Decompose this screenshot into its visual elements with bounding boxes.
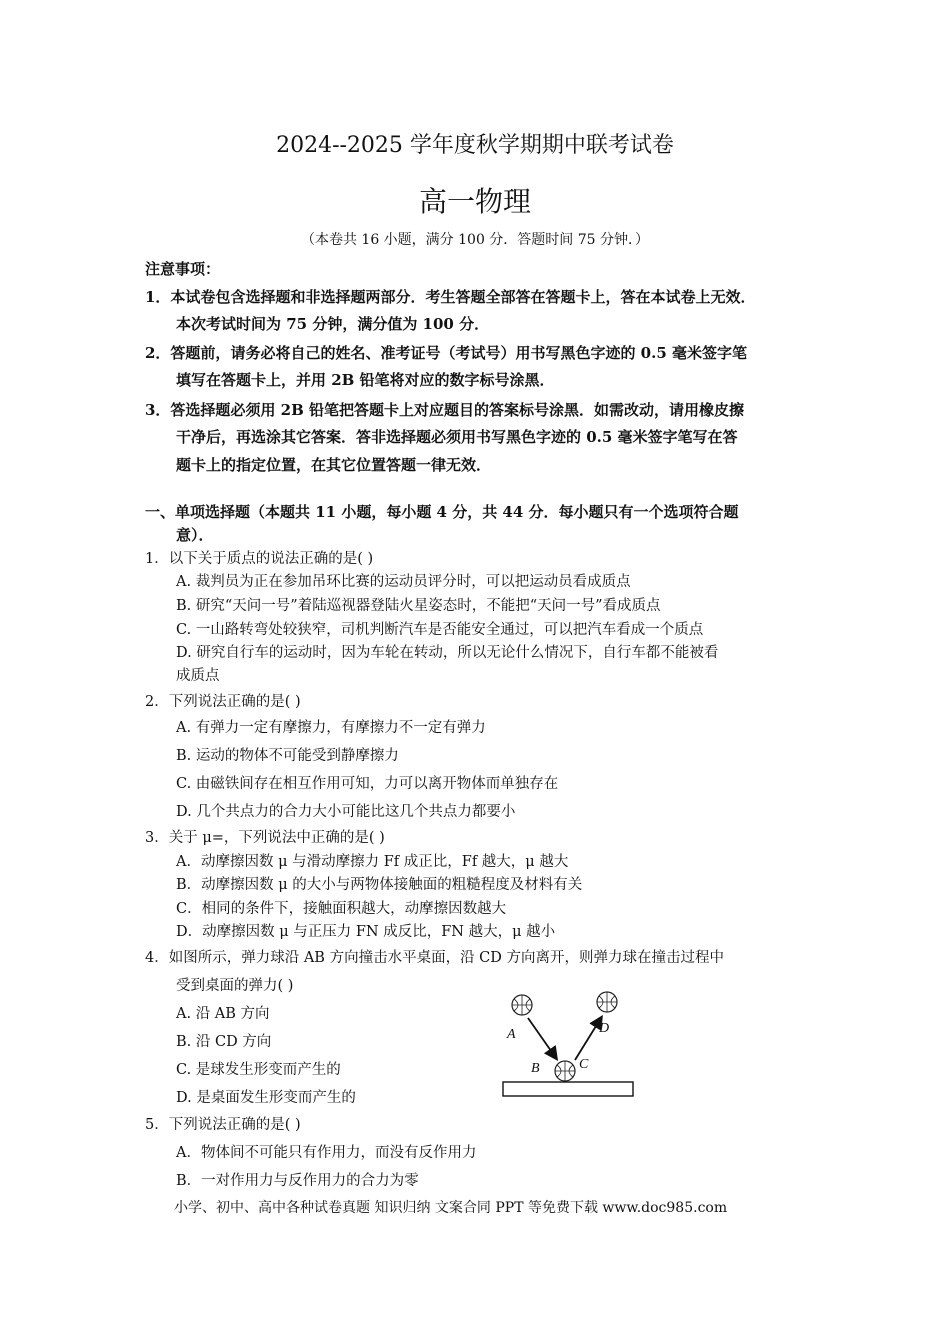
bouncing-ball-figure: [495, 988, 640, 1100]
label-d: D: [599, 1021, 610, 1036]
question-3-option-c: C．相同的条件下，接触面积越大，动摩擦因数越大: [176, 901, 507, 917]
question-1-option-c: C. 一山路转弯处较狭窄，司机判断汽车是否能安全通过，可以把汽车看成一个质点: [176, 622, 704, 638]
question-2-stem: 2．下列说法正确的是( ): [145, 694, 301, 710]
question-3-option-d: D．动摩擦因数 μ 与正压力 FN 成反比，FN 越大，μ 越小: [176, 924, 556, 940]
label-a: A: [507, 1027, 516, 1042]
label-b: B: [531, 1061, 540, 1076]
table-surface: [503, 1082, 633, 1096]
question-4-stem-line-1: 4．如图所示，弹力球沿 AB 方向撞击水平桌面，沿 CD 方向离开，则弹力球在撞击过程中: [145, 950, 725, 966]
question-1-option-d-line-2: 成质点: [176, 668, 220, 684]
notice-item-3-line-2: 干净后，再选涂其它答案．答非选择题必须用书写黑色字迹的 0.5 毫米签字笔写在答: [176, 428, 738, 446]
question-2-option-a: A. 有弹力一定有摩擦力，有摩擦力不一定有弹力: [176, 720, 486, 736]
question-1-option-a: A. 裁判员为正在参加吊环比赛的运动员评分时，可以把运动员看成质点: [176, 574, 631, 590]
arrow-ab: [528, 1018, 556, 1058]
notice-item-2-line-2: 填写在答题卡上，并用 2B 铅笔将对应的数字标号涂黑．: [176, 371, 555, 389]
section-1-heading-line-2: 意）．: [176, 526, 214, 544]
notice-heading: 注意事项：: [145, 260, 221, 278]
question-5-option-b: B．一对作用力与反作用力的合力为零: [176, 1173, 419, 1189]
question-4-stem-line-2: 受到桌面的弹力( ): [176, 978, 294, 994]
section-1-heading-line-1: 一、单项选择题（本题共 11 小题，每小题 4 分，共 44 分．每小题只有一个选项符合题: [145, 503, 739, 521]
notice-item-1-line-2: 本次考试时间为 75 分钟，满分值为 100 分．: [176, 315, 490, 333]
question-3-stem: 3．关于 μ=，下列说法中正确的是( ): [145, 830, 385, 846]
exam-title: 2024--2025 学年度秋学期期中联考试卷: [276, 133, 674, 158]
question-4-option-a: A. 沿 AB 方向: [176, 1006, 270, 1022]
question-4-option-b: B. 沿 CD 方向: [176, 1034, 272, 1050]
arrow-cd: [575, 1018, 601, 1060]
question-4-option-c: C. 是球发生形变而产生的: [176, 1062, 341, 1078]
question-5-option-a: A．物体间不可能只有作用力，而没有反作用力: [176, 1145, 477, 1161]
notice-item-3-line-1: 3．答选择题必须用 2B 铅笔把答题卡上对应题目的答案标号涂黑．如需改动，请用橡皮擦: [145, 401, 745, 419]
exam-note: （本卷共 16 小题，满分 100 分．答题时间 75 分钟．）: [300, 232, 650, 248]
question-2-option-b: B. 运动的物体不可能受到静摩擦力: [176, 748, 399, 764]
question-3-option-b: B．动摩擦因数 μ 的大小与两物体接触面的粗糙程度及材料有关: [176, 877, 583, 893]
question-5-stem: 5．下列说法正确的是( ): [145, 1117, 301, 1133]
ball-contact-icon: [555, 1061, 575, 1081]
question-4-option-d: D. 是桌面发生形变而产生的: [176, 1090, 356, 1106]
question-3-option-a: A．动摩擦因数 μ 与滑动摩擦力 Ff 成正比，Ff 越大，μ 越大: [176, 854, 569, 870]
notice-item-3-line-3: 题卡上的指定位置，在其它位置答题一律无效．: [176, 456, 492, 474]
question-1-stem: 1．以下关于质点的说法正确的是( ): [145, 551, 374, 567]
question-2-option-d: D. 几个共点力的合力大小可能比这几个共点力都要小: [176, 804, 516, 820]
notice-item-1-line-1: 1．本试卷包含选择题和非选择题两部分．考生答题全部答在答题卡上，答在本试卷上无效．: [145, 288, 756, 306]
ball-position-d-icon: [597, 992, 617, 1012]
question-1-option-b: B. 研究“天问一号”着陆巡视器登陆火星姿态时，不能把“天问一号”看成质点: [176, 598, 661, 614]
question-2-option-c: C. 由磁铁间存在相互作用可知，力可以离开物体而单独存在: [176, 776, 559, 792]
question-1-option-d-line-1: D. 研究自行车的运动时，因为车轮在转动，所以无论什么情况下，自行车都不能被看: [176, 645, 719, 661]
label-c: C: [579, 1057, 589, 1072]
ball-position-a-icon: [512, 995, 532, 1015]
subject-title: 高一物理: [418, 185, 531, 218]
notice-item-2-line-1: 2．答题前，请务必将自己的姓名、准考证号（考试号）用书写黑色字迹的 0.5 毫米签字笔: [145, 344, 747, 362]
footer-text: 小学、初中、高中各种试卷真题 知识归纳 文案合同 PPT 等免费下载 www.doc985.com: [174, 1200, 728, 1216]
